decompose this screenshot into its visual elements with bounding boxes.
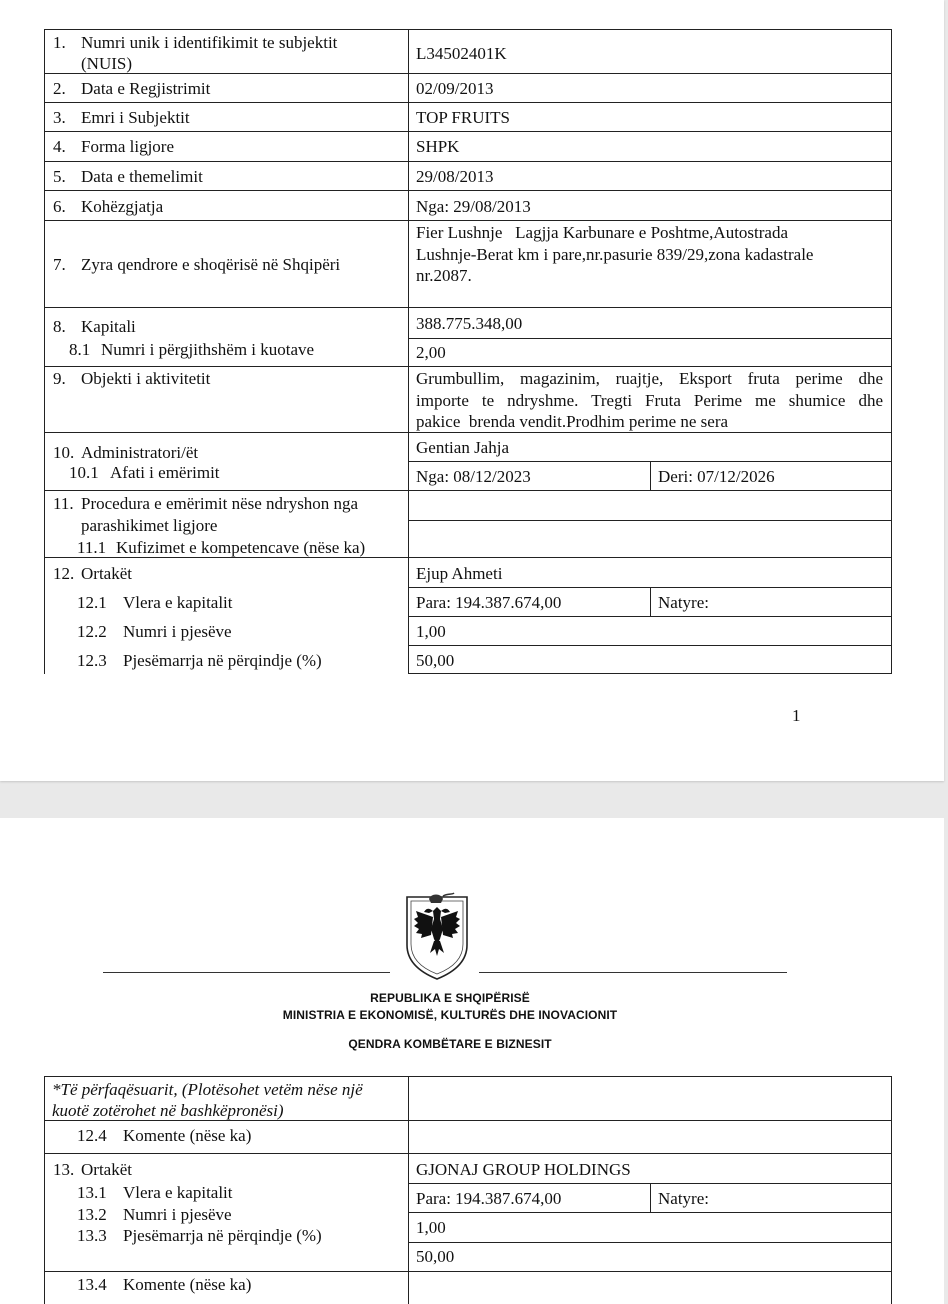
field-label: *Të përfaqësuarit, (Plotësohet vetëm nëse një	[52, 1080, 363, 1099]
field-value: L34502401K	[416, 44, 507, 63]
row-number: 13.3	[77, 1226, 107, 1245]
row-number: 12.3	[77, 651, 107, 670]
row-number: 9.	[53, 369, 66, 388]
field-label: Numri i pjesëve	[123, 1205, 232, 1224]
row-divider	[44, 161, 892, 162]
row-number: 1.	[53, 33, 66, 52]
table-column-divider	[408, 29, 409, 674]
field-label: Zyra qendrore e shoqërisë në Shqipëri	[81, 255, 341, 274]
row-divider	[44, 557, 892, 558]
field-value: 1,00	[416, 622, 446, 641]
center-heading: QENDRA KOMBËTARE E BIZNESIT	[348, 1037, 552, 1051]
field-label: (NUIS)	[81, 54, 132, 73]
field-value: SHPK	[416, 137, 460, 156]
cell-divider	[650, 1183, 651, 1212]
table-border-left	[44, 1076, 45, 1304]
row-number: 11.1	[77, 538, 107, 557]
field-value: Ejup Ahmeti	[416, 564, 503, 583]
row-number: 13.4	[77, 1275, 107, 1294]
activity-line: importe te ndryshme. Tregti Fruta Perime me shumice dhe	[416, 391, 883, 410]
table-border-right	[891, 29, 892, 674]
row-divider	[408, 673, 892, 674]
ministry-heading: MINISTRIA E EKONOMISË, KULTURËS DHE INOVACIONIT	[282, 1008, 618, 1022]
row-number: 12.1	[77, 593, 107, 612]
address-line: nr.2087.	[416, 266, 472, 285]
field-label: Afati i emërimit	[110, 463, 220, 482]
row-number: 10.	[53, 443, 75, 462]
header-rule-right	[479, 972, 787, 973]
field-label: Ortakët	[81, 564, 132, 583]
row-divider	[408, 520, 892, 521]
term-from: Nga: 08/12/2023	[416, 467, 531, 486]
row-divider	[44, 102, 892, 103]
row-number: 6.	[53, 197, 66, 216]
field-label: Vlera e kapitalit	[123, 593, 233, 612]
term-to: Deri: 07/12/2026	[658, 467, 775, 486]
table-border-left	[44, 29, 45, 674]
field-label: Forma ligjore	[81, 137, 175, 156]
row-number: 8.	[53, 317, 66, 336]
field-value: 388.775.348,00	[416, 314, 523, 333]
table-column-divider	[408, 1076, 409, 1304]
field-label: Pjesëmarrja në përqindje (%)	[123, 651, 322, 670]
row-number: 12.	[53, 564, 75, 583]
row-number: 11.	[53, 494, 74, 513]
row-divider	[44, 190, 892, 191]
field-label: Data e themelimit	[81, 167, 203, 186]
row-number: 2.	[53, 79, 66, 98]
field-label: Procedura e emërimit nëse ndryshon nga	[81, 494, 359, 513]
cell-divider	[650, 461, 651, 490]
row-divider	[44, 1120, 892, 1121]
row-divider	[44, 1153, 892, 1154]
address-line: Fier Lushnje Lagjja Karbunare e Poshtme,Autostrada	[416, 223, 789, 242]
row-number: 12.4	[77, 1126, 107, 1145]
row-number: 7.	[53, 255, 66, 274]
activity-line: Grumbullim, magazinim, ruajtje, Eksport fruta perime dhe	[416, 369, 883, 388]
field-label: Numri unik i identifikimit te subjektit	[81, 33, 338, 52]
row-number: 3.	[53, 108, 66, 127]
row-divider	[408, 338, 892, 339]
row-divider	[44, 307, 892, 308]
row-number: 12.2	[77, 622, 107, 641]
row-divider	[44, 220, 892, 221]
albania-coat-of-arms-icon	[404, 889, 470, 981]
field-label: Pjesëmarrja në përqindje (%)	[123, 1226, 322, 1245]
table-border-right	[891, 1076, 892, 1304]
row-number: 13.	[53, 1160, 75, 1179]
field-label: Komente (nëse ka)	[123, 1275, 252, 1294]
capital-nature: Natyre:	[658, 1189, 709, 1208]
field-label: Data e Regjistrimit	[81, 79, 211, 98]
field-label: Emri i Subjektit	[81, 108, 190, 127]
capital-nature: Natyre:	[658, 593, 709, 612]
row-divider	[44, 490, 892, 491]
field-value: 02/09/2013	[416, 79, 494, 98]
field-value: Nga: 29/08/2013	[416, 197, 531, 216]
field-label: Administratori/ët	[81, 443, 199, 462]
document-page-2	[0, 818, 944, 1304]
field-value: GJONAJ GROUP HOLDINGS	[416, 1160, 631, 1179]
page-number: 1	[792, 706, 801, 725]
field-value: TOP FRUITS	[416, 108, 510, 127]
row-divider	[408, 1212, 892, 1213]
row-number: 5.	[53, 167, 66, 186]
field-label: Kohëzgjatja	[81, 197, 164, 216]
field-label: Komente (nëse ka)	[123, 1126, 252, 1145]
field-label: Kufizimet e kompetencave (nëse ka)	[116, 538, 366, 557]
row-divider	[44, 432, 892, 433]
row-divider	[44, 1271, 892, 1272]
address-line: Lushnje-Berat km i pare,nr.pasurie 839/29,zona kadastrale	[416, 245, 814, 264]
field-label: Numri i përgjithshëm i kuotave	[101, 340, 315, 359]
field-value: 29/08/2013	[416, 167, 494, 186]
row-divider	[408, 645, 892, 646]
row-number: 10.1	[69, 463, 99, 482]
row-number: 4.	[53, 137, 66, 156]
row-divider	[408, 1242, 892, 1243]
field-value: 1,00	[416, 1218, 446, 1237]
row-divider	[44, 73, 892, 74]
row-number: 13.1	[77, 1183, 107, 1202]
field-label: Objekti i aktivitetit	[81, 369, 211, 388]
row-divider	[44, 366, 892, 367]
field-label: Numri i pjesëve	[123, 622, 232, 641]
capital-money: Para: 194.387.674,00	[416, 593, 562, 612]
capital-money: Para: 194.387.674,00	[416, 1189, 562, 1208]
row-number: 13.2	[77, 1205, 107, 1224]
cell-divider	[650, 587, 651, 616]
field-value: Gentian Jahja	[416, 438, 509, 457]
row-divider	[408, 616, 892, 617]
field-label: Vlera e kapitalit	[123, 1183, 233, 1202]
row-divider	[44, 1076, 892, 1077]
field-value: 50,00	[416, 1247, 455, 1266]
field-label: Ortakët	[81, 1160, 132, 1179]
row-number: 8.1	[69, 340, 91, 359]
field-label: Kapitali	[81, 317, 136, 336]
field-label: kuotë zotërohet në bashkëpronësi)	[52, 1101, 284, 1120]
row-divider	[44, 131, 892, 132]
field-value: 2,00	[416, 343, 446, 362]
header-rule-left	[103, 972, 390, 973]
activity-line: pakice brenda vendit.Prodhim perime ne sera	[416, 412, 729, 431]
republic-heading: REPUBLIKA E SHQIPËRISË	[370, 991, 530, 1005]
field-value: 50,00	[416, 651, 455, 670]
row-divider	[44, 29, 892, 30]
field-label: parashikimet ligjore	[81, 516, 218, 535]
